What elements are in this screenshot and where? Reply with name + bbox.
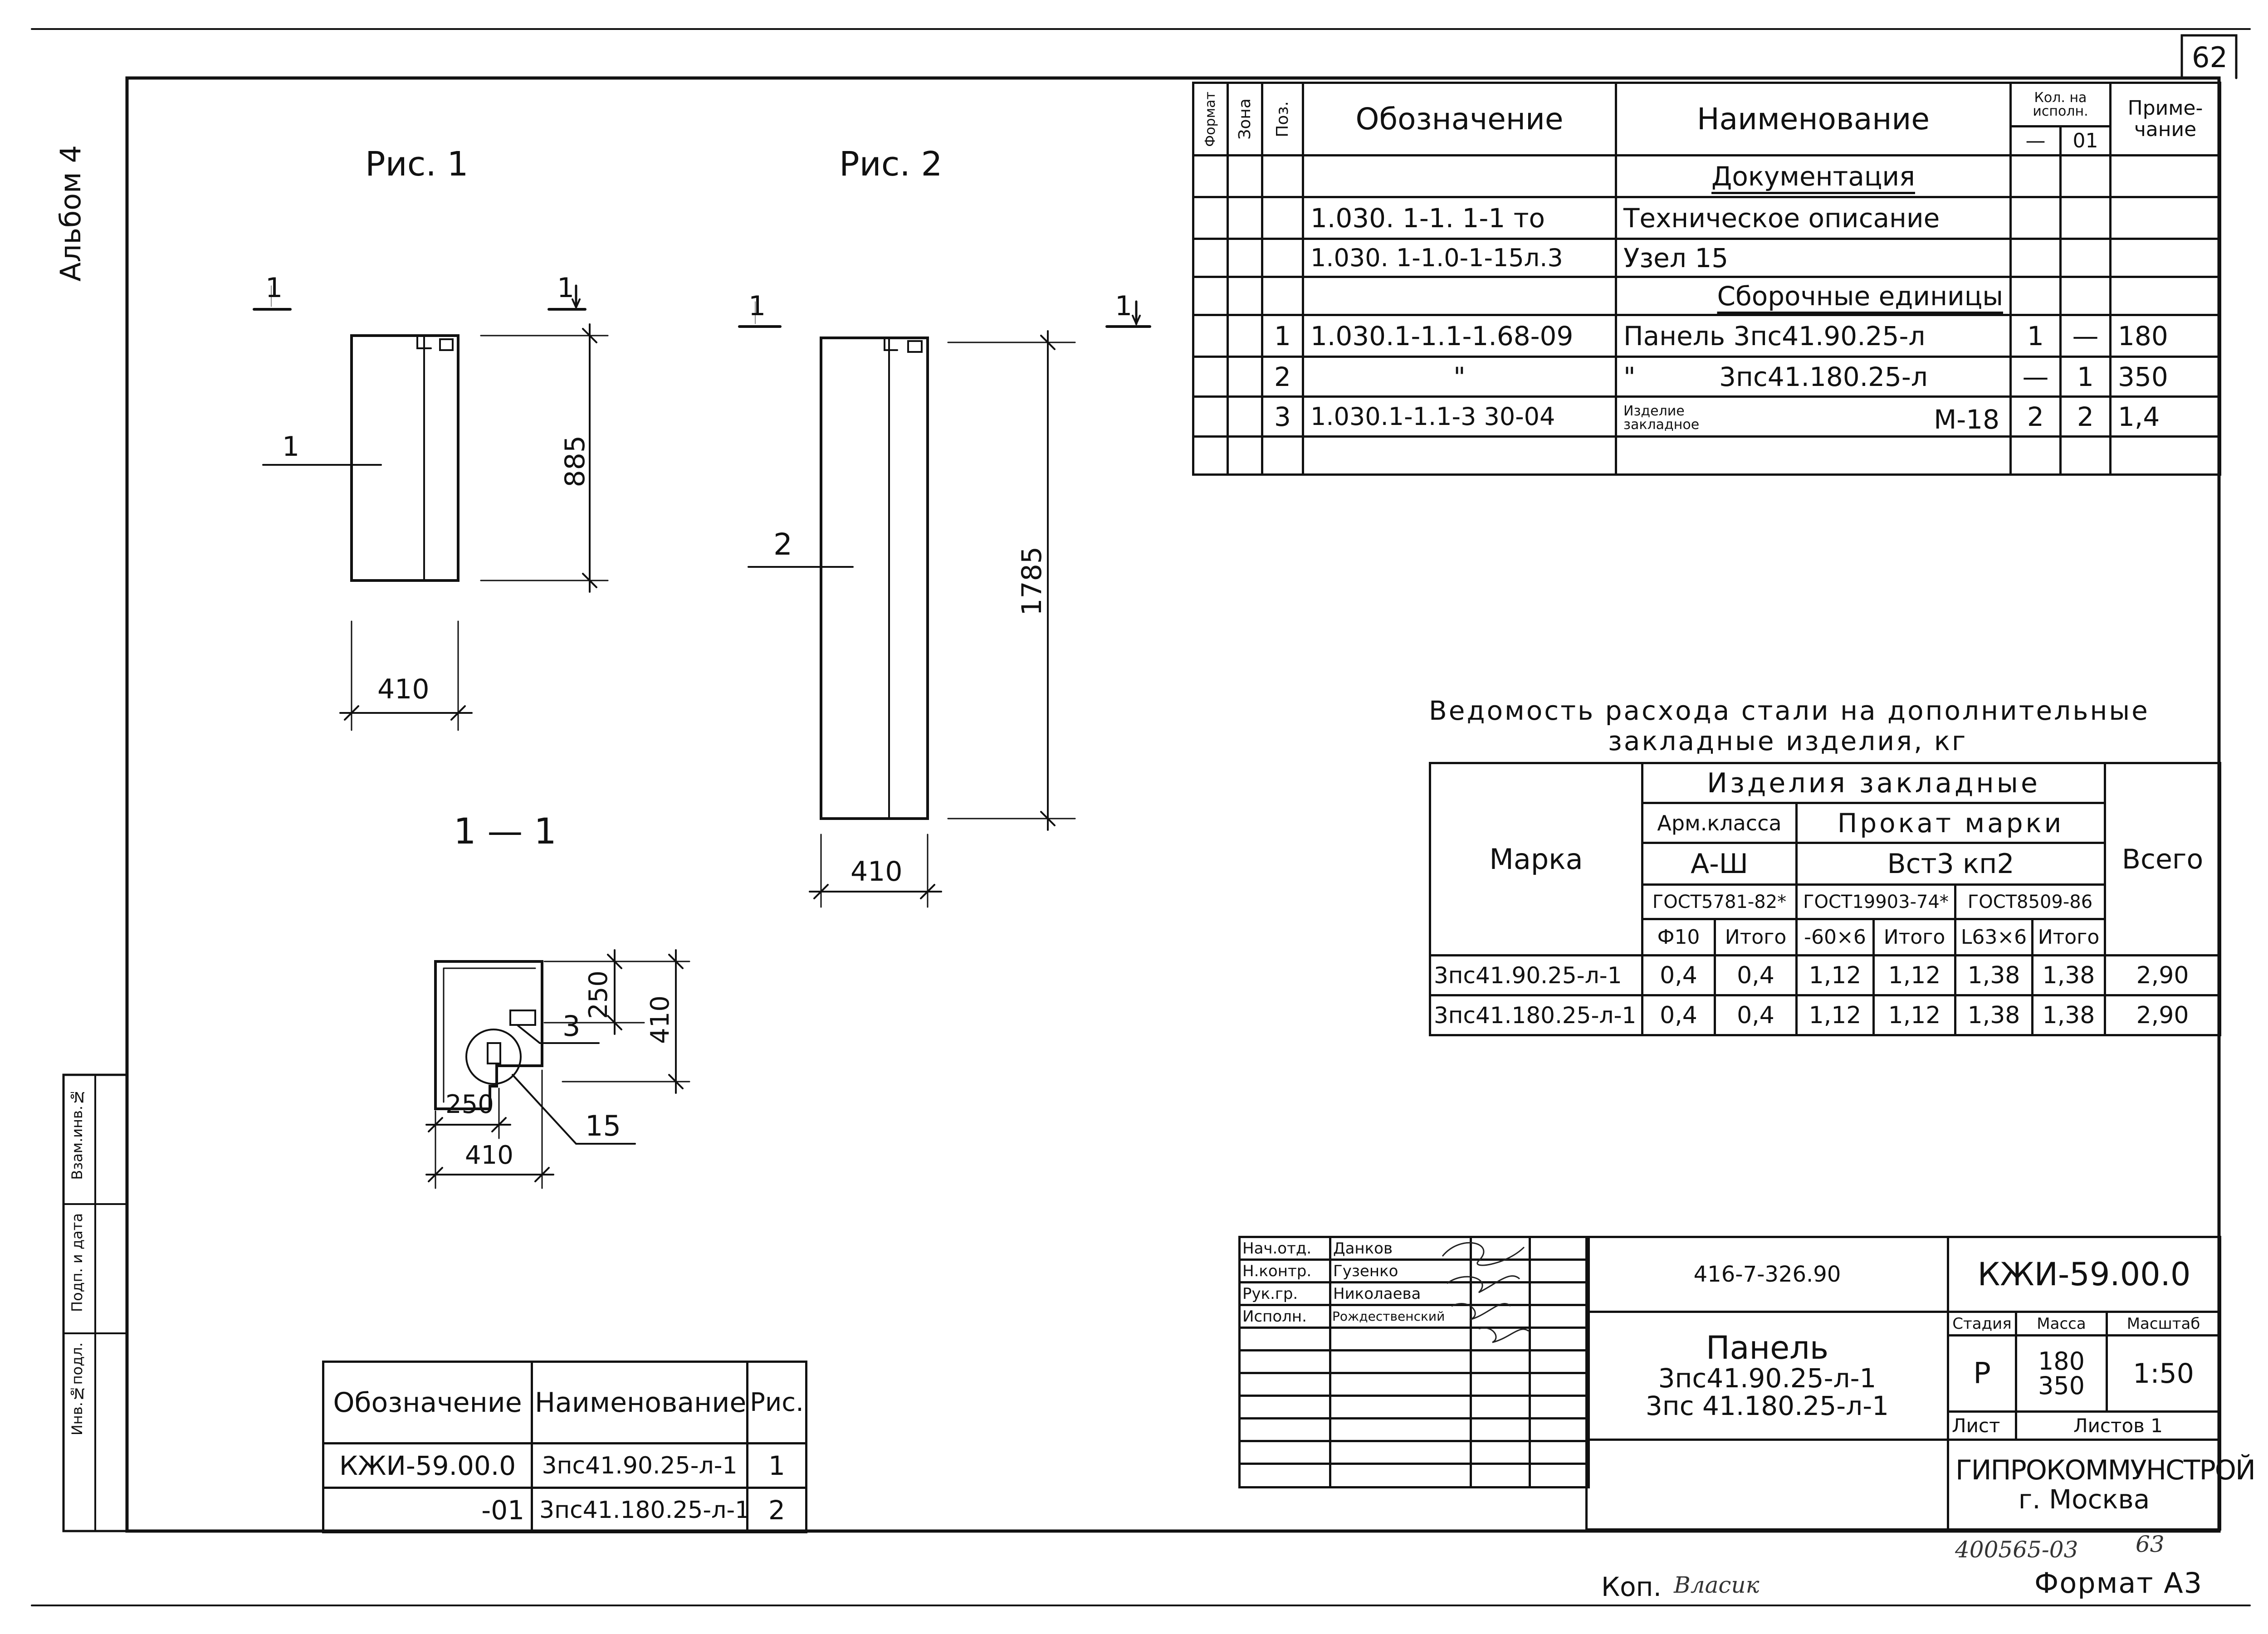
steel-sub-f10: Ф10 xyxy=(1642,919,1715,956)
variants-name: 3пс41.90.25-л-1 xyxy=(532,1444,748,1488)
spec-header-note: Приме-чание xyxy=(2111,83,2220,156)
spec-qty2: 1 xyxy=(2061,357,2111,397)
steel-cell: 1,38 xyxy=(2033,956,2105,995)
stamp-organization: ГИПРОКОММУНСТРОЙ xyxy=(1955,1454,2255,1486)
stamp-project-code: 416-7-326.90 xyxy=(1587,1237,1948,1312)
spec-header-pos: Поз. xyxy=(1273,101,1292,137)
spec-section-assemblies: Сборочные единицы xyxy=(1717,280,2003,312)
spec-designation: 1.030.1-1.1-1.68-09 xyxy=(1303,315,1616,357)
stamp-scale: 1:50 xyxy=(2107,1336,2220,1412)
stamp-title-line3: 3пс 41.180.25-л-1 xyxy=(1645,1390,1889,1422)
variants-fig: 1 xyxy=(748,1444,807,1488)
stamp-stage-header: Стадия xyxy=(1948,1312,2016,1336)
variants-name: 3пс41.180.25-л-1 xyxy=(532,1488,748,1532)
steel-header-arm: Арм.класса xyxy=(1642,803,1797,843)
spec-pos: 1 xyxy=(1262,315,1303,357)
steel-cell: 1,38 xyxy=(1955,956,2033,995)
steel-header-total: Всего xyxy=(2105,763,2220,956)
steel-cell: 1,38 xyxy=(1955,995,2033,1035)
spec-pos: 2 xyxy=(1262,357,1303,397)
fig1-width-dim: 410 xyxy=(377,673,430,705)
spec-name: " 3пс41.180.25-л xyxy=(1616,357,2011,397)
steel-sub-strip: -60×6 xyxy=(1797,919,1874,956)
stamp-title-line1: Панель xyxy=(1706,1329,1829,1366)
stamp-sheets-header: Листов 1 xyxy=(2016,1412,2220,1440)
fig1-section-right: 1 xyxy=(557,272,575,304)
stamp-title-line2: 3пс41.90.25-л-1 xyxy=(1658,1363,1877,1394)
fig2-section-right: 1 xyxy=(1115,290,1133,322)
steel-header-mark: Марка xyxy=(1430,763,1642,956)
section-title: 1 — 1 xyxy=(454,811,557,852)
fig2-section-left: 1 xyxy=(748,290,766,322)
spec-qty2: — xyxy=(2061,315,2111,357)
spec-qty1: 1 xyxy=(2011,315,2061,357)
section-dim-250-v: 250 xyxy=(584,971,613,1019)
spec-header-name: Наименование xyxy=(1616,83,2011,156)
steel-cell: 0,4 xyxy=(1642,995,1715,1035)
spec-name: Панель 3пс41.90.25-л xyxy=(1616,315,2011,357)
copy-signature: Власик xyxy=(1674,1572,1760,1598)
steel-row-total: 2,90 xyxy=(2105,995,2220,1035)
spec-name: Техническое описание xyxy=(1616,197,2011,239)
steel-header-gost2: ГОСТ19903-74* xyxy=(1797,885,1955,919)
variants-header-name: Наименование xyxy=(532,1362,748,1444)
stamp-doc-code: КЖИ-59.00.0 xyxy=(1948,1237,2220,1312)
steel-row-mark: 3пс41.180.25-л-1 xyxy=(1430,995,1642,1035)
stamp-mass1: 180 xyxy=(2038,1346,2085,1375)
steel-cell: 1,38 xyxy=(2033,995,2105,1035)
format-label: Формат А3 xyxy=(2034,1566,2203,1600)
steel-header-a3: А-Ш xyxy=(1642,843,1797,885)
section-dim-250-h: 250 xyxy=(445,1090,494,1119)
fig1-section-left: 1 xyxy=(265,272,283,304)
steel-cell: 1,12 xyxy=(1797,956,1874,995)
stamp-sheet-header: Лист xyxy=(1948,1412,2016,1440)
spec-name-embedded: Изделие закладное xyxy=(1623,403,1700,433)
steel-header-vst: Вст3 кп2 xyxy=(1797,843,2105,885)
section-pos-3: 3 xyxy=(562,1010,581,1043)
fig1-pos-label: 1 xyxy=(282,431,300,463)
section-dim-410-v: 410 xyxy=(645,995,675,1044)
variants-header-fig: Рис. xyxy=(748,1362,807,1444)
spec-designation: 1.030.1-1.1-3 30-04 xyxy=(1303,397,1616,437)
sheet-number: 62 xyxy=(2192,41,2228,74)
spec-header-qty-01: 01 xyxy=(2061,127,2111,156)
archive-page: 63 xyxy=(2136,1531,2165,1557)
steel-cell: 0,4 xyxy=(1715,995,1797,1035)
stamp-role: Рук.гр. xyxy=(1240,1283,1330,1305)
steel-cell: 1,12 xyxy=(1797,995,1874,1035)
side-label-inv: Инв.№подл. xyxy=(68,1342,86,1436)
fig1-height-dim: 885 xyxy=(559,435,591,488)
fig1-title: Рис. 1 xyxy=(365,145,469,184)
spec-header-qty-dash: — xyxy=(2011,127,2061,156)
side-label-replace: Взам.инв.№ xyxy=(68,1088,86,1180)
spec-header-designation: Обозначение xyxy=(1303,83,1616,156)
album-label: Альбом 4 xyxy=(54,145,87,282)
steel-header-gost3: ГОСТ8509-86 xyxy=(1955,885,2105,919)
section-node-15: 15 xyxy=(585,1109,621,1142)
fig2-title: Рис. 2 xyxy=(839,145,943,184)
steel-header-gost1: ГОСТ5781-82* xyxy=(1642,885,1797,919)
copy-label: Коп. xyxy=(1601,1571,1662,1602)
spec-qty2: 2 xyxy=(2061,397,2111,437)
spec-note: 180 xyxy=(2111,315,2220,357)
steel-row-total: 2,90 xyxy=(2105,956,2220,995)
stamp-scale-header: Масштаб xyxy=(2107,1312,2220,1336)
steel-cell: 1,12 xyxy=(1874,956,1955,995)
steel-title-line2: закладные изделия, кг xyxy=(1608,726,1968,756)
stamp-mass-header: Масса xyxy=(2016,1312,2107,1336)
spec-section-documents: Документация xyxy=(1711,161,1915,192)
variants-designation: -01 xyxy=(323,1488,532,1532)
title-block-main xyxy=(1585,1236,2255,1531)
spec-designation: " xyxy=(1303,357,1616,397)
steel-cell: 0,4 xyxy=(1715,956,1797,995)
variants-designation: КЖИ-59.00.0 xyxy=(323,1444,532,1488)
stamp-person: Николаева xyxy=(1330,1283,1471,1305)
steel-sub-total3: Итого xyxy=(2033,919,2105,956)
steel-cell: 0,4 xyxy=(1642,956,1715,995)
stamp-role: Исполн. xyxy=(1240,1305,1330,1328)
stamp-role: Нач.отд. xyxy=(1240,1237,1330,1260)
archive-number: 400565-03 xyxy=(1955,1536,2078,1563)
spec-note: 1,4 xyxy=(2111,397,2220,437)
stamp-person: Данков xyxy=(1330,1237,1471,1260)
stamp-person: Гузенко xyxy=(1330,1260,1471,1283)
fig2-width-dim: 410 xyxy=(850,856,903,888)
spec-header-zone: Зона xyxy=(1236,98,1254,140)
spec-designation: 1.030. 1-1. 1-1 то xyxy=(1303,197,1616,239)
steel-sub-angle: L63×6 xyxy=(1955,919,2033,956)
stamp-person: Рождественский xyxy=(1330,1305,1471,1328)
steel-header-products: Изделия закладные xyxy=(1642,763,2105,803)
spec-qty1: — xyxy=(2011,357,2061,397)
spec-note: 350 xyxy=(2111,357,2220,397)
spec-name-mark: М-18 xyxy=(1934,404,1999,435)
steel-header-prokat: Прокат марки xyxy=(1797,803,2105,843)
fig2-pos-label: 2 xyxy=(773,527,792,562)
steel-sub-total1: Итого xyxy=(1715,919,1797,956)
stamp-stage: Р xyxy=(1948,1336,2016,1412)
steel-sub-total2: Итого xyxy=(1874,919,1955,956)
spec-designation: 1.030. 1-1.0-1-15л.3 xyxy=(1303,239,1616,277)
spec-header-qty: Кол. на исполн. xyxy=(2011,83,2111,127)
spec-pos: 3 xyxy=(1262,397,1303,437)
section-dim-410-h: 410 xyxy=(465,1141,513,1170)
steel-row-mark: 3пс41.90.25-л-1 xyxy=(1430,956,1642,995)
fig2-height-dim: 1785 xyxy=(1016,546,1048,616)
spec-name: Узел 15 xyxy=(1616,239,2011,277)
spec-header-format: Формат xyxy=(1202,91,1218,147)
spec-qty1: 2 xyxy=(2011,397,2061,437)
steel-cell: 1,12 xyxy=(1874,995,1955,1035)
stamp-mass2: 350 xyxy=(2038,1371,2085,1400)
variants-fig: 2 xyxy=(748,1488,807,1532)
variants-header-designation: Обозначение xyxy=(323,1362,532,1444)
side-label-sign: Подп. и дата xyxy=(68,1213,86,1312)
stamp-role: Н.контр. xyxy=(1240,1260,1330,1283)
steel-title-line1: Ведомость расхода стали на дополнительные xyxy=(1429,695,2150,726)
stamp-city: г. Москва xyxy=(2018,1483,2150,1515)
